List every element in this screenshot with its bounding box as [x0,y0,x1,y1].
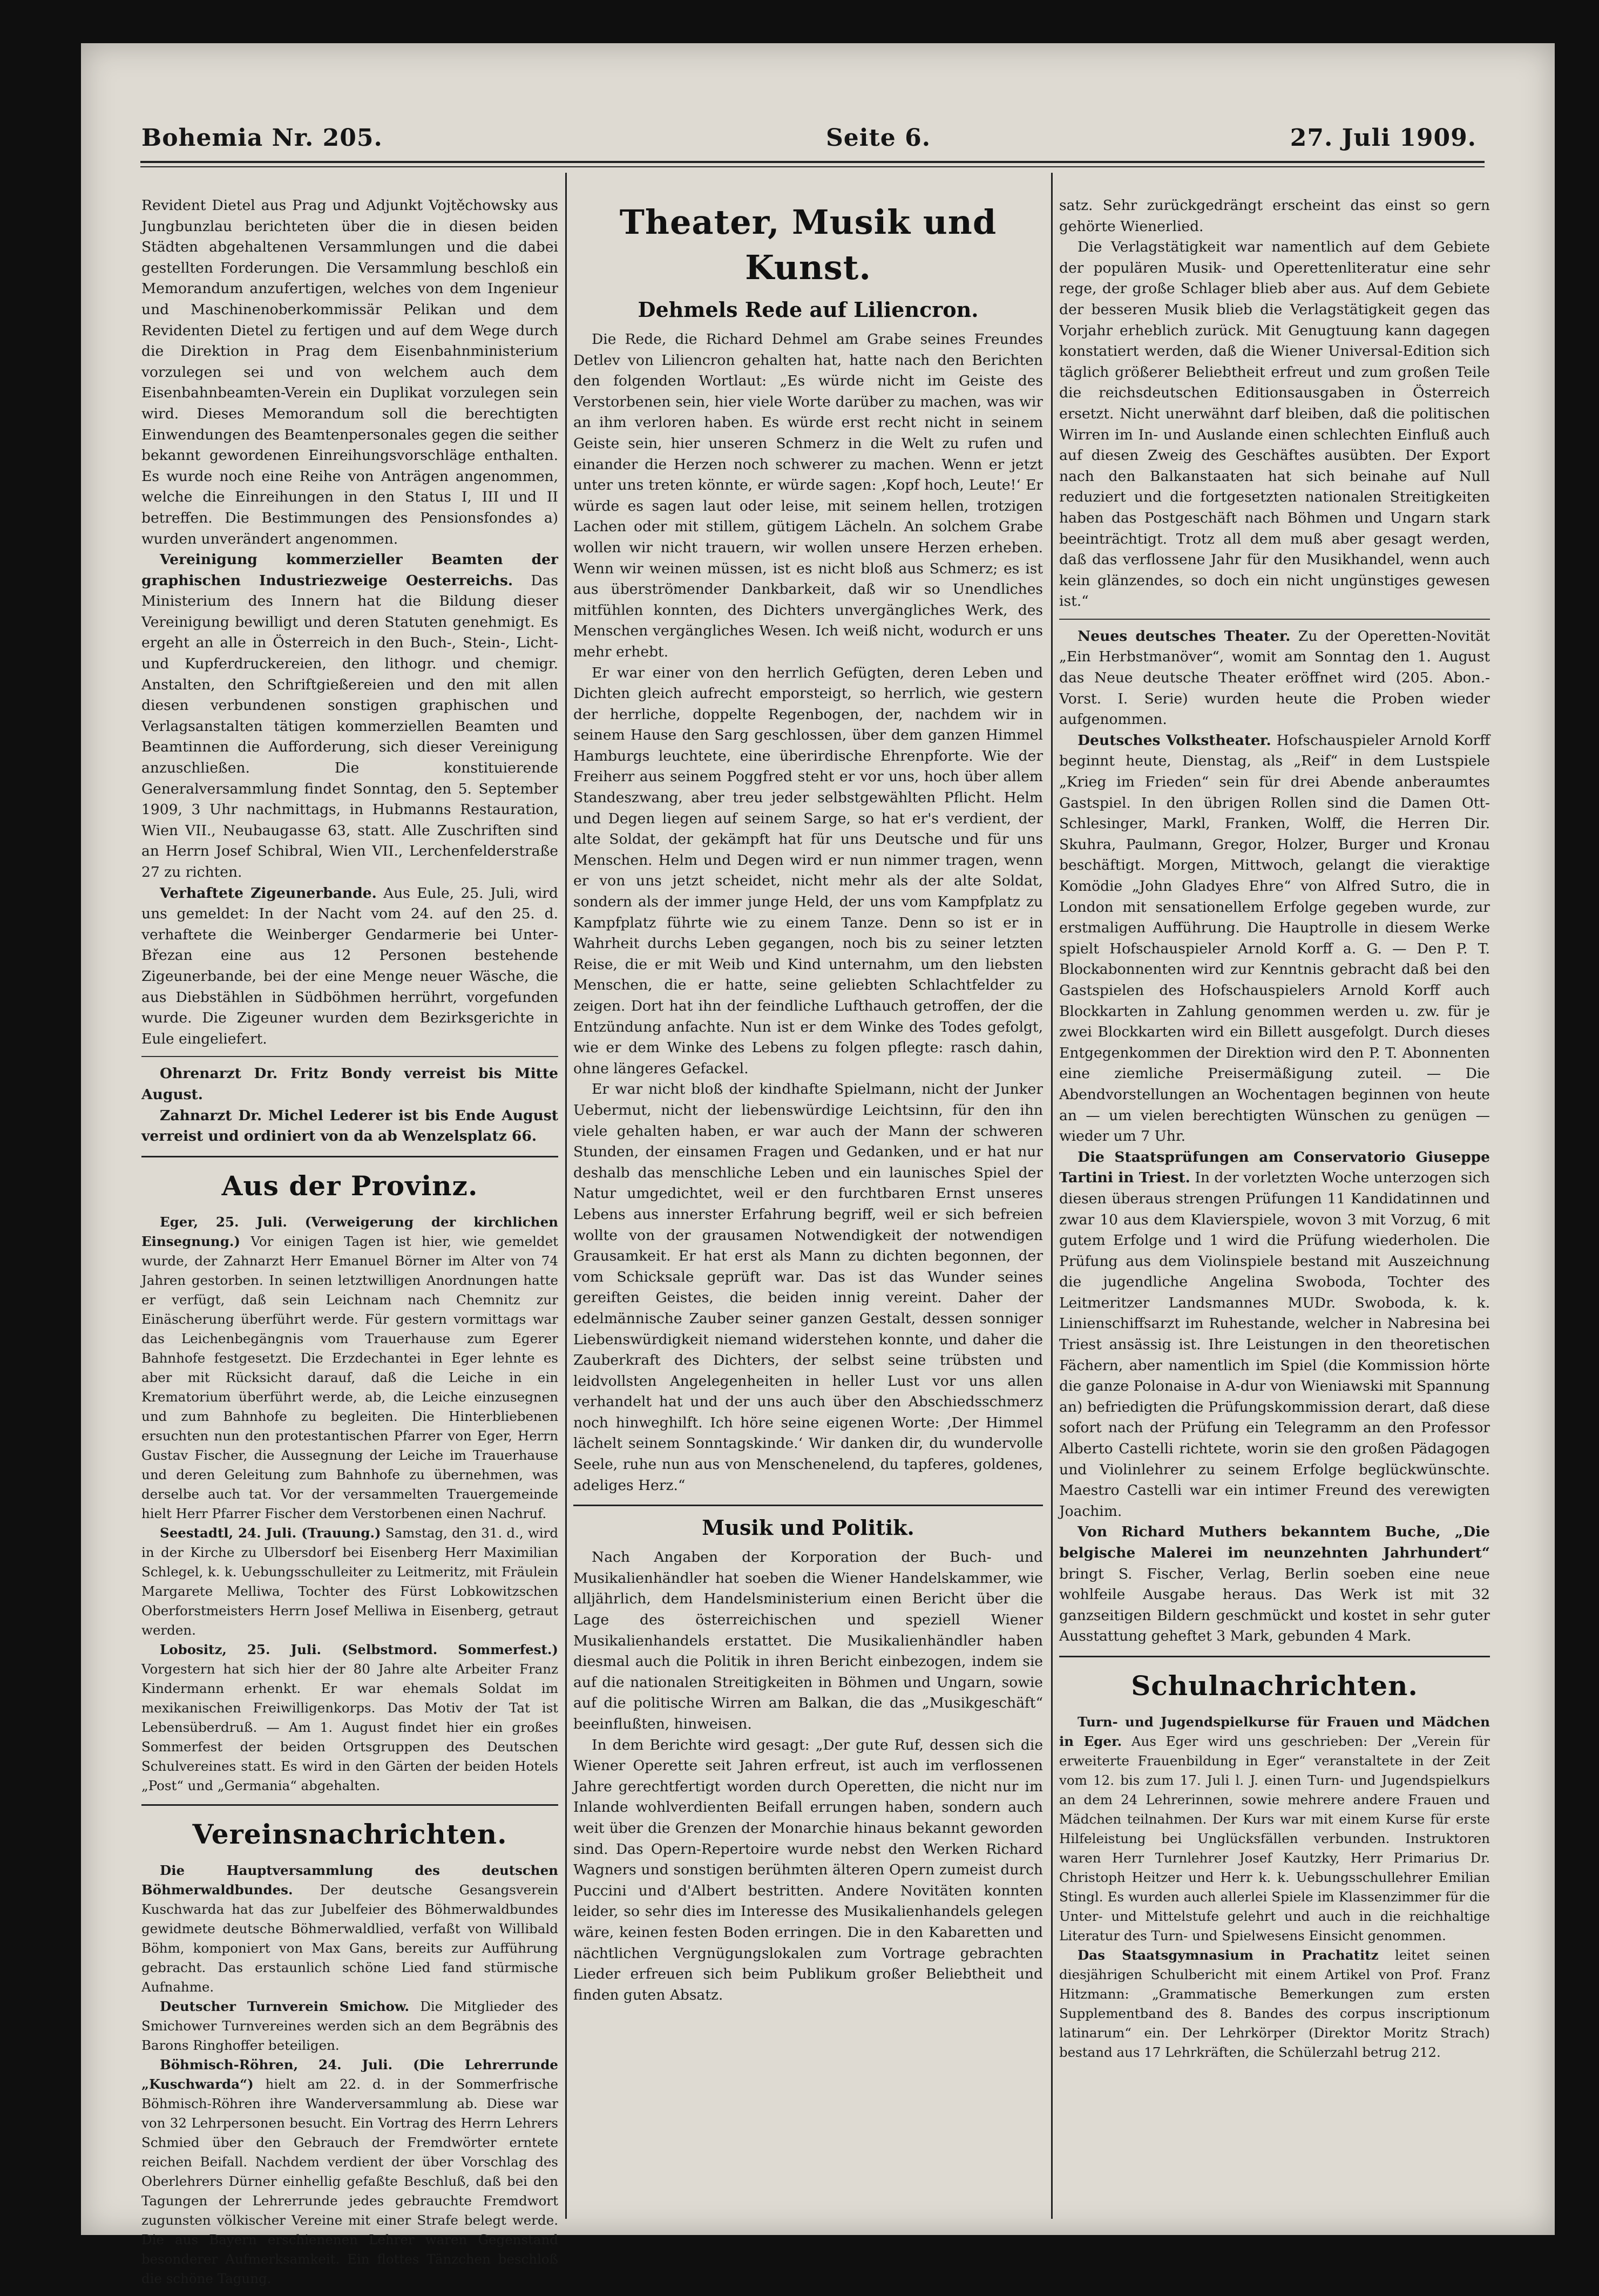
divider [141,1156,558,1157]
article-body: Die Mitglieder des Smichower Turnvereines werden sich an dem Begräbnis des Barons Ringhoffer beteiligen. [141,1998,558,2053]
article-body: Aus Eger wird uns geschrieben: Der „Verein für erweiterte Frauenbildung in Eger“ veranstaltete in der Zeit vom 12. bis zum 17. Juli l. J. einen Turn- und Jugendspielkurs an dem 24 Lehrerinnen, sowie mehrere andere Frauen und Mädchen teilnahmen. Der Kurs war mit einem Kurse für erste Hilfeleistung bei Unglücksfällen verbunden. Instruktoren waren Herr Turnlehrer Josef Kautzky, Herr Primarius Dr. Christoph Heitzer und Herr k. k. Uebungsschullehrer Emilian Stingl. Es wurden auch allerlei Spiele im Klassenzimmer für die Unter- und Mittelstufe gelehrt und auch in die reichhaltige Literatur des Turn- und Spielwesens Einsicht genommen. [1059,1733,1490,1943]
notice: Ohrenarzt Dr. Fritz Bondy verreist bis Mitte August. [141,1065,558,1103]
article-text: In dem Berichte wird gesagt: „Der gute Ruf, dessen sich die Wiener Operette seit Jahren erfreut, ist auch im verflossenen Jahre gerechtfertigt worden durch Operetten, die nicht nur im Inlande wohlverdienten Beifall errungen haben, sondern auch weit über die Grenzen der Monarchie hinaus bekannt geworden sind. Das Opern-Repertoire wurde nebst den Werken Richard Wagners und sonstigen berühmten älteren Opern zumeist durch Puccini und d'Albert bestritten. Andere Novitäten konnten leider, so sehr dies im Interesse des Musikalienhandels gelegen wäre, keinen festen Boden erringen. Die in den Kabaretten und nächtlichen Vergnügungslokalen zum Vortrage gebrachten Lieder erfreuen sich beim Publikum großer Beliebtheit und finden guten Absatz. [573,1736,1043,2003]
divider [141,1804,558,1806]
column-right [1059,195,1490,2220]
article-text [141,1861,558,1997]
article-body: Zu der Operetten-Novität „Ein Herbstmanöver“, womit am Sonntag den 1. August das Neue deutsche Theater eröffnet wird (205. Abon.-Vorst. I. Serie) wurden heute die Proben wieder aufgenommen. [1059,627,1490,728]
header-rule [140,161,1485,163]
article-text: Die Rede, die Richard Dehmel am Grabe seines Freundes Detlev von Liliencron gehalten hat, hatte nach den Berichten den folgenden Wortlaut: „Es würde nicht im Geiste des Verstorbenen sein, hier viele Worte darüber zu machen, was wir an ihm verloren haben. Es würde erst recht nicht in seinem Geiste sein, hier unseren Schmerz in die Welt zu rufen und einander die Herzen noch schwerer zu machen. Wenn er jetzt unter uns treten könnte, er würde sagen: ‚Kopf hoch, Leute!‘ Er würde es sagen laut oder leise, mit seinem hellen, trotzigen Lachen oder mit stillem, gütigem Lächeln. An solchem Grabe wollen wir nicht trauern, wir wollen unsere Herzen erheben. Wenn wir weinen müssen, ist es nicht bloß aus Schmerz; es ist aus überströmender Dankbarkeit, daß wir so Unendliches mitfühlen konnten, des Dichters unvergängliches Werk, des Menschen vergängliches Wesen. Ich weiß nicht, wodurch er uns mehr erhebt. [573,331,1043,660]
article-text [141,1213,558,1523]
article-lead: Die Hauptversammlung des deutschen Böhmerwaldbundes. [141,1862,558,1898]
article-text [141,1997,558,2055]
article-text: satz. Sehr zurückgedrängt erscheint das einst so gern gehörte Wienerlied. [1059,197,1490,235]
article-text: Revident Dietel aus Prag und Adjunkt Vojtěchowsky aus Jungbunzlau berichteten über die in diesen beiden Städten abgehaltenen Versammlungen und die dabei gestellten Forderungen. Die Versammlung beschloß ein Memorandum anzufertigen, welches von dem Ingenieur und Maschinenoberkommissär Pelikan und dem Revidenten Dietel zu fertigen und auf dem Wege durch die Direktion in Prag dem Eisenbahnministerium vorzulegen sei und von welchem auch dem Eisenbahnbeamten-Verein ein Duplikat vorzulegen sein wird. Dieses Memorandum soll die berechtigten Einwendungen des Beamtenpersonales gegen die seither bekannt gewordenen Einreihungsvorschläge enthalten. Es wurde noch eine Reihe von Anträgen angenommen, welche die Einreihungen in den Status I, III und II betreffen. Die Bestimmungen des Pensionsfondes a) wurden unverändert angenommen. [141,197,558,547]
section-heading: Schulnachrichten. [1131,1669,1418,1702]
article-body: Aus Eule, 25. Juli, wird uns gemeldet: In der Nacht vom 24. auf den 25. d. verhaftete die Weinberger Gendarmerie bei Unter-Březan eine aus 12 Personen bestehende Zigeunerbande, bei der eine Menge neuer Wäsche, die aus Diebstählen in Südböhmen herrührt, vorgefunden wurde. Die Zigeuner wurden dem Bezirksgerichte in Eule eingeliefert. [141,884,558,1047]
column-divider [1051,173,1053,2219]
page-number: Seite 6. [826,124,931,152]
article-lead: Turn- und Jugendspielkurse für Frauen und Mädchen in Eger. [1059,1713,1490,1749]
article-text [141,2055,558,2288]
article-lead: Vereinigung kommerzieller Beamten der graphischen Industriezweige Oesterreichs. [141,551,558,589]
divider [1059,1656,1490,1657]
article-lead: Lobositz, 25. Juli. (Selbstmord. Sommerfest.) [160,1641,558,1657]
section-heading: Vereinsnachrichten. [192,1818,507,1850]
article-lead: Verhaftete Zigeunerbande. [160,884,377,902]
divider [141,1056,558,1057]
article-lead: Eger, 25. Juli. (Verweigerung der kirchlichen Einsegnung.) [141,1214,558,1249]
article-text: Er war einer von den herrlich Gefügten, deren Leben und Dichten gleich aufrecht emporsteigt, so herrlich, wie gestern der herrliche, doppelte Regenbogen, der, nachdem wir in seinem Hause den Sarg geschlossen, über dem ganzen Himmel Hamburgs leuchtete, eine überirdische Ehrenpforte. Wie der Freiherr aus seinem Poggfred steht er vor uns, hoch über allem Standeszwang, aber treu jeder selbstgewählten Pflicht. Helm und Degen liegen auf seinem Sarge, so hat er's verdient, der alte Soldat, der gekämpft hat für uns Deutsche und für uns Menschen. Helm und Degen wird er nun nimmer tragen, wenn er von uns jetzt scheidet, nicht mehr als der alte Soldat, sondern als der immer junge Held, der uns vom Kampfplatz zu Kampfplatz führte wie zu einem Tanze. Denn so ist er in Wahrheit durchs Leben gegangen, noch bis zu seiner letzten Reise, die er mit Weib und Kind unternahm, um den liebsten Menschen, die er hatte, seine geliebten Schlachtfelder zu zeigen. Dort hat ihn der feindliche Lufthauch getroffen, der die Entzündung anfachte. Nun ist er dem Winke des Todes gefolgt, wie er dem Winke des Lebens zu folgen pflegte: rasch dahin, ohne längeres Gefackel. [573,664,1043,1077]
article-lead: Deutsches Volkstheater. [1078,732,1271,749]
article-body: Hofschauspieler Arnold Korff beginnt heute, Dienstag, als „Reif“ in dem Lustspiele „Krieg im Frieden“ sein für drei Abende anberaumtes Gastspiel. In den übrigen Rollen sind die Damen Ott-Schlesinger, Markl, Franken, Wolff, die Herren Dir. Skuhra, Paulmann, Gregor, Holzer, Burger und Kronau beschäftigt. Morgen, Mittwoch, gelangt die vieraktige Komödie „John Gladyes Ehre“ von Alfred Sutro, die in London mit sensationellem Erfolge gegeben wurde, zur erstmaligen Aufführung. Die Hauptrolle in diesem Werke spielt Hofschauspieler Arnold Korff a. G. — Den P. T. Blockabonnenten wird zur Kenntnis gebracht daß bei den Gastspielen des Hofschauspielers Arnold Korff auch Blockkarten in Zahlung genommen werden u. zw. für je zwei Blockkarten wird ein Billett ausgefolgt. Durch dieses Entgegenkommen der Direktion wird den P. T. Abonnenten eine ziemliche Preisermäßigung zuteil. — Die Abendvorstellungen an Wochentagen beginnen von heute an — um vielen berechtigten Wünschen zu genügen — wieder um 7 Uhr. [1059,732,1490,1145]
header-rule-thin [140,166,1485,167]
article-text [1059,1522,1490,1647]
article-lead: Von Richard Muthers bekanntem Buche, „Die belgische Malerei im neunzehnten Jahrhundert“ [1059,1523,1490,1561]
article-lead: Deutscher Turnverein Smichow. [160,1998,410,2014]
article-text [1059,626,1490,730]
article-text [1059,1147,1490,1522]
article-body: In der vorletzten Woche unterzogen sich diesen überaus strengen Prüfungen 11 Kandidatinnen und zwar 10 aus dem Klavierspiele, wovon 3 mit Vorzug, 6 mit gutem Erfolge und 1 wird die Prüfung wiederholen. Die Prüfung aus dem Violinspiele bestand mit Auszeichnung die jugendliche Angelina Swoboda, Tochter des Leitmeritzer Landsmannes MUDr. Swoboda, k. k. Linienschiffsarzt im Ruhestande, welcher in Nabresina bei Triest ansässig ist. Ihre Leistungen in den theoretischen Fächern, aber namentlich im Spiel (die Kommission hörte die ganze Polonaise in A-dur von Wieniawski mit Spannung an) befriedigten die Prüfungskommission derart, daß diese sofort nach der Prüfung ein Telegramm an den Professor Alberto Castelli richtete, worin sie den großen Pädagogen und Violinlehrer zu seinem Erfolge beglückwünschte. Maestro Castelli war ein intimer Freund des verewigten Joachim. [1059,1169,1490,1520]
article-body: Vorgestern hat sich hier der 80 Jahre alte Arbeiter Franz Kindermann erhenkt. Er war ehemals Soldat im mexikanischen Freiwilligenkorps. Das Motiv der Tat ist Lebensüberdruß. — Am 1. August findet hier ein großes Sommerfest der beiden Ortsgruppen des Deutschen Schulvereines statt. Es wird in den Gärten der beiden Hotels „Post“ und „Germania“ abgehalten. [141,1661,558,1793]
article-text [1059,1712,1490,1946]
article-lead: Die Staatsprüfungen am Conservatorio Giuseppe Tartini in Triest. [1059,1148,1490,1187]
article-body: Samstag, den 31. d., wird in der Kirche zu Ulbersdorf bei Eisenberg Herr Maximilian Schlegel, k. k. Uebungsschulleiter zu Leitmeritz, mit Fräulein Margarete Melliwa, Tochter des Fürst Lobkowitzschen Oberforstmeisters Herrn Josef Melliwa in Eisenberg, getraut werden. [141,1525,558,1638]
section-heading: Theater, Musik und Kunst. [619,202,997,287]
article-text [141,1640,558,1796]
issue-date: 27. Juli 1909. [1290,124,1476,152]
article-text [141,883,558,1050]
column-left [141,195,558,2286]
article-text: Nach Angaben der Korporation der Buch- und Musikalienhändler hat soeben die Wiener Handelskammer, wie alljährlich, dem Handelsministerium einen Bericht über die Lage des österreichischen und speziell Wiener Musikalienhandels erstattet. Die Musikalienhändler haben diesmal auch die Politik in ihren Bericht einbezogen, indem sie auf die nationalen Streitigkeiten in Böhmen und Ungarn, sowie auf die politische Wirren am Balkan, die das „Musikgeschäft“ beeinflußten, hinweisen. [573,1549,1043,1732]
newspaper-page [81,43,1555,2286]
section-heading: Aus der Provinz. [221,1169,478,1202]
article-body: Der deutsche Gesangsverein Kuschwarda hat das zur Jubelfeier des Böhmerwaldbundes gewidmete deutsche Böhmerwaldlied, verfaßt von Willibald Böhm, komponiert von Max Gans, bereits zur Aufführung gebracht. Das erstaunlich schöne Lied fand stürmische Aufnahme. [141,1881,558,1995]
article-lead: Das Staatsgymnasium in Prachatitz [1078,1947,1379,1963]
article-text: Die Verlagstätigkeit war namentlich auf dem Gebiete der populären Musik- und Operettenliteratur eine sehr rege, der große Schlager blieb aber aus. Auf dem Gebiete der besseren Musik blieb die Verlagstätigkeit gegen das Vorjahr erheblich zurück. Mit Genugtuung kann dagegen konstatiert werden, daß die Wiener Universal-Edition sich täglich größerer Beliebtheit erfreut und zum großen Teile die reichsdeutschen Editionsausgaben in Österreich ersetzt. Nicht unerwähnt darf bleiben, daß die politischen Wirren im In- und Auslande einen schlechten Einfluß auch auf diesen Zweig des Geschäftes ausübten. Der Export nach den Balkanstaaten hat sich beinahe auf Null reduziert und die fortgesetzten nationalen Streitigkeiten haben das Postgeschäft nach Böhmen und Ungarn stark beeinträchtigt. Trotz all dem muß aber gesagt werden, daß das verflossene Jahr für den Musikhandel, wenn auch kein glänzendes, so doch ein nicht ungünstiges gewesen ist.“ [1059,239,1490,610]
article-text [1059,1946,1490,2062]
article-lead: Neues deutsches Theater. [1078,627,1291,645]
column-middle [573,195,1043,2220]
article-body: leitet seinen diesjährigen Schulbericht mit einem Artikel von Prof. Franz Hitzmann: „Grammatische Bemerkungen zum ersten Supplementband des 8. Bandes des corpus inscriptionum latinarum“ ein. Der Lehrkörper (Direktor Moritz Strach) bestand aus 17 Lehrkräften, die Schülerzahl betrug 212. [1059,1947,1490,2060]
article-body: Das Ministerium des Innern hat die Bildung dieser Vereinigung bewilligt und deren Statuten genehmigt. Es ergeht an alle in Österreich in den Buch-, Stein-, Licht- und Kupferdruckereien, den lithogr. und chemigr. Anstalten, den Schriftgießereien und den mit allen diesen verbundenen sonstigen graphischen und Verlagsanstalten tätigen kommerziellen Beamten und Beamtinnen die Aufforderung, sich dieser Vereinigung anzuschließen. Die konstituierende Generalversammlung findet Sonntag, den 5. September 1909, 3 Uhr nachmittags, in Hubmanns Restauration, Wien VII., Neubaugasse 63, statt. Alle Zuschriften sind an Herrn Josef Schibral, Wien VII., Lerchenfelderstraße 27 zu richten. [141,572,558,881]
masthead-issue: Bohemia Nr. 205. [141,124,383,152]
article-text: Er war nicht bloß der kindhafte Spielmann, nicht der Junker Uebermut, nicht der liebenswürdige Leichtsinn, für den ihn viele gehalten haben, er war auch der Mann der schweren Stunden, der einsamen Fragen und Gedanken, und er hat nur deshalb das menschliche Leben und ein launisches Spiel der Natur umgedichtet, weil er den furchtbaren Ernst unseres Lebens aus innerster Erfahrung begriff, weil er sich befreien wollte von der grausamen Notwendigkeit der notwendigen Grausamkeit. Er hat erst als Mann zu dichten begonnen, der vom Schicksale geprüft war. Das ist das Wunder seines gereiften Geistes, die beiden innig vereint. Daher der edelmännische Zauber seiner ganzen Gestalt, dessen sonniger Liebenswürdigkeit niemand widerstehen konnte, und daher die Zauberkraft des Dichters, der selbst seine trübsten und leidvollsten Angelegenheiten in heller Lust vor uns allen verhandelt hat und der uns auch über den Abschiedsschmerz noch hinweghilft. Ich höre seine eigenen Worte: ‚Der Himmel lächelt seinem Sonntagskinde.‘ Wir danken dir, du wundervolle Seele, ruhe nun aus von Menschenelend, du tapferes, goldenes, adeliges Herz.“ [573,1081,1043,1494]
article-body: hielt am 22. d. in der Sommerfrische Böhmisch-Röhren ihre Wanderversammlung ab. Diese war von 32 Lehrpersonen besucht. Ein Vortrag des Herrn Lehrers Schmied über den Gebrauch der Fremdwörter erntete reichen Beifall. Nachdem verdient der über Vorschlag des Oberlehrers Dürner einhellig gefaßte Beschluß, daß bei den Tagungen der Lehrerrunde jedes gebrauchte Fremdwort zugunsten völkischer Vereine mit einer Strafe belegt werde. Die aus Bayern erschienenen Lehrer waren Gegenstand besonderer Aufmerksamkeit. Ein flottes Tänzchen beschloß die schöne Tagung. [141,2076,558,2286]
article-heading: Dehmels Rede auf Liliencron. [638,297,979,322]
article-heading: Musik und Politik. [702,1515,914,1540]
divider [1059,619,1490,620]
article-text [141,550,558,883]
article-lead: Seestadtl, 24. Juli. (Trauung.) [160,1525,381,1541]
article-body: bringt S. Fischer, Verlag, Berlin soeben eine neue wohlfeile Ausgabe heraus. Das Werk ist mit 32 ganzseitigen Bildern geschmückt und kostet in sehr guter Ausstattung geheftet 3 Mark, gebunden 4 Mark. [1059,1565,1490,1645]
article-lead: Böhmisch-Röhren, 24. Juli. (Die Lehrerrunde „Kuschwarda“) [141,2056,558,2092]
article-text [141,1523,558,1640]
notice: Zahnarzt Dr. Michel Lederer ist bis Ende August verreist und ordiniert von da ab Wenzelsplatz 66. [141,1107,558,1145]
article-body: Vor einigen Tagen ist hier, wie gemeldet wurde, der Zahnarzt Herr Emanuel Börner im Alter von 74 Jahren gestorben. In seinen letztwilligen Anordnungen hatte er verfügt, daß sein Leichnam nach Chemnitz zur Einäscherung überführt werde. Für gestern vormittags war das Leichenbegängnis vom Trauerhause zum Egerer Bahnhofe festgesetzt. Die Erzdechantei in Eger lehnte es aber mit Rücksicht darauf, daß die Leiche in ein Krematorium überführt werde, ab, die Leiche einzusegnen und zum Bahnhofe zu begleiten. Die Hinterbliebenen ersuchten nun den protestantischen Pfarrer von Eger, Herrn Gustav Fischer, die Aussegnung der Leiche im Trauerhause und deren Geleitung zum Bahnhofe zu übernehmen, was derselbe auch tat. Vor der versammelten Trauergemeinde hielt Herr Pfarrer Fischer dem Verstorbenen einen Nachruf. [141,1233,558,1521]
column-divider [565,173,567,2219]
article-text [1059,730,1490,1147]
divider [573,1505,1043,1506]
